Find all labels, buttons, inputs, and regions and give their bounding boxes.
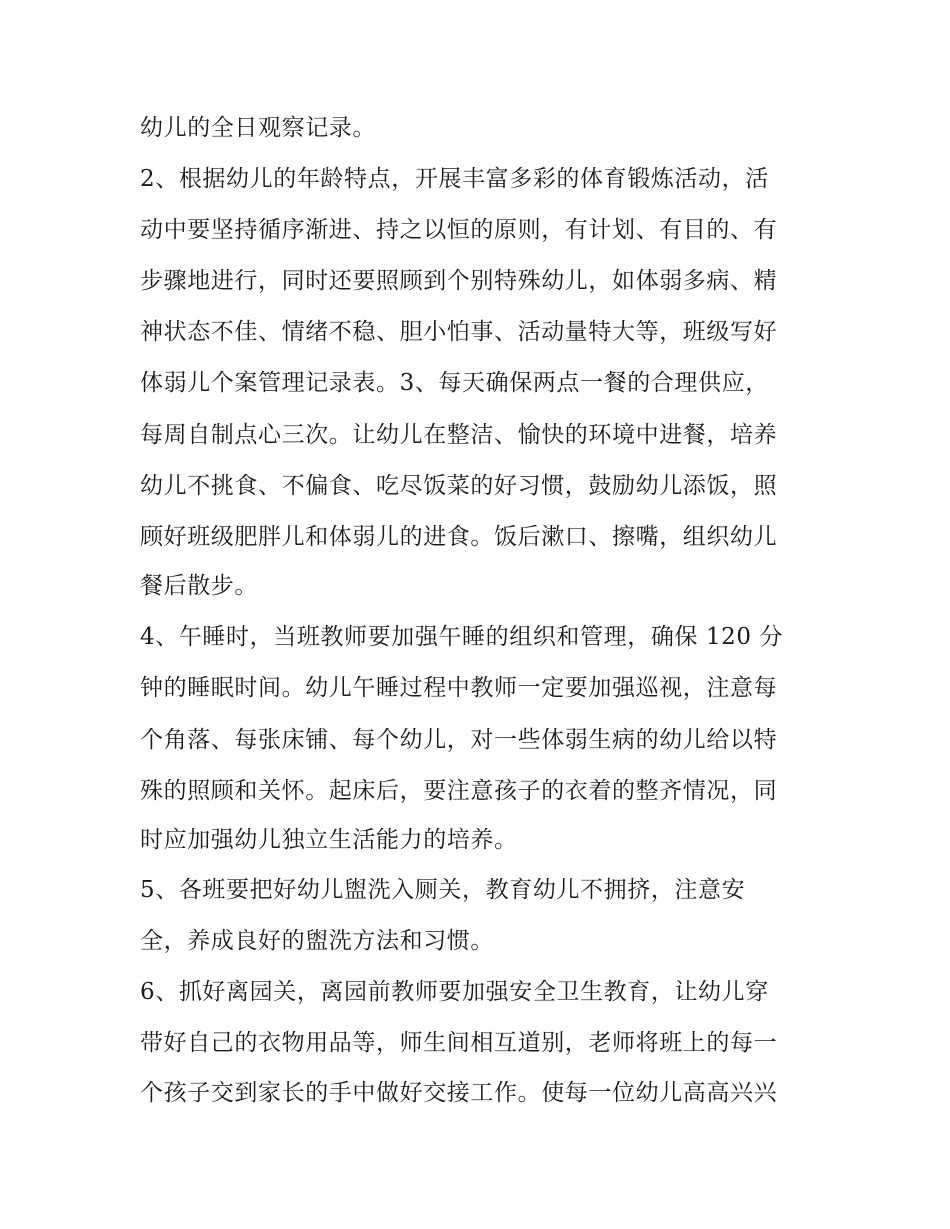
text-line: 神状态不佳、情绪不稳、胆小怕事、活动量特大等，班级写好 bbox=[140, 319, 778, 345]
text-line: 殊的照顾和关怀。起床后，要注意孩子的衣着的整齐情况，同 bbox=[140, 778, 778, 804]
text-line: 步骤地进行，同时还要照顾到个别特殊幼儿，如体弱多病、精 bbox=[140, 268, 778, 294]
text-line: 2、根据幼儿的年龄特点，开展丰富多彩的体育锻炼活动，活 bbox=[140, 166, 769, 192]
text-line: 5、各班要把好幼儿盥洗入厕关，教育幼儿不拥挤，注意安 bbox=[140, 877, 746, 903]
text-line: 餐后散步。 bbox=[140, 573, 258, 599]
text-line: 顾好班级肥胖儿和体弱儿的进食。饭后漱口、擦嘴，组织幼儿 bbox=[140, 524, 778, 550]
text-line: 幼儿不挑食、不偏食、吃尽饭菜的好习惯，鼓励幼儿添饭，照 bbox=[140, 473, 778, 499]
text-line: 体弱儿个案管理记录表。3、每天确保两点一餐的合理供应， bbox=[140, 370, 769, 396]
text-line: 时应加强幼儿独立生活能力的培养。 bbox=[140, 827, 518, 853]
text-line: 带好自己的衣物用品等，师生间相互道别，老师将班上的每一 bbox=[140, 1030, 778, 1056]
text-line: 幼儿的全日观察记录。 bbox=[140, 115, 376, 141]
text-line: 全，养成良好的盥洗方法和习惯。 bbox=[140, 928, 494, 954]
text-line: 钟的睡眠时间。幼儿午睡过程中教师一定要加强巡视，注意每 bbox=[140, 675, 778, 701]
text-line: 动中要坚持循序渐进、持之以恒的原则，有计划、有目的、有 bbox=[140, 217, 778, 243]
text-line: 每周自制点心三次。让幼儿在整洁、愉快的环境中进餐，培养 bbox=[140, 422, 778, 448]
text-line: 6、抓好离园关，离园前教师要加强安全卫生教育，让幼儿穿 bbox=[140, 979, 769, 1005]
text-line: 个孩子交到家长的手中做好交接工作。使每一位幼儿高高兴兴 bbox=[140, 1080, 778, 1106]
text-line: 个角落、每张床铺、每个幼儿，对一些体弱生病的幼儿给以特 bbox=[140, 727, 778, 753]
text-line: 4、午睡时，当班教师要加强午睡的组织和管理，确保 120 分 bbox=[140, 624, 784, 650]
